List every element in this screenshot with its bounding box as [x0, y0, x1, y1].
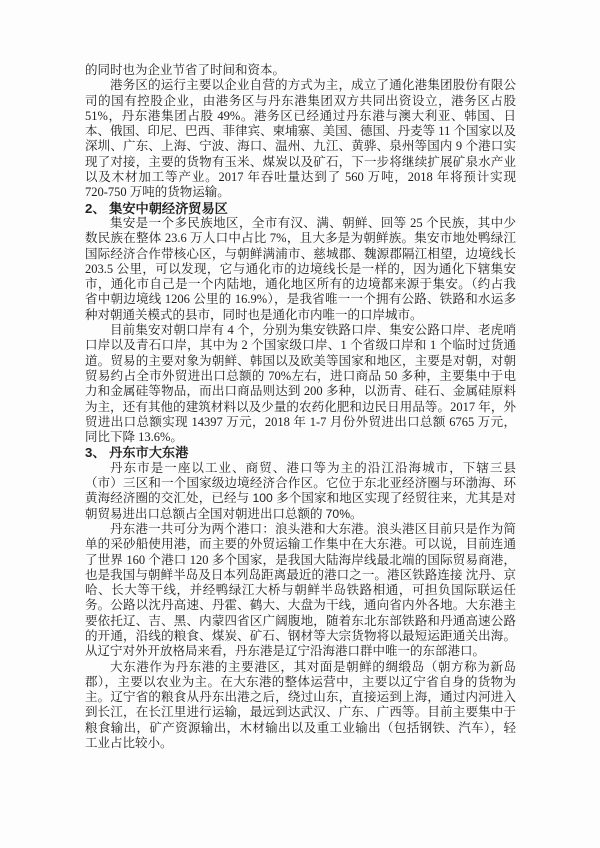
- paragraph: [85, 63, 516, 78]
- text-run: 目前集安对朝口岸有 4 个，分别为集安铁路口岸、集安公路口岸、老虎哨口岸以及青石口岸，其中为 2 个国家级口岸、1 个省级口岸和 1 个临时过货通道。贸易的主要对象为朝鲜、韩国以及欧美等国家和地区，主要是对朝，对朝贸易约占全市外贸进出口总额的 70%左右，进口商品 50 多种，主要集中于电力和金属硅等物品，而出口商品则达到 200 多种，以沥青、硅石、金属硅原料为主，还有其他的建筑材料以及少量的农药化肥和边民日用品等。2017 年，外贸进出口总额实现 14397 万元，2018 年 1-7 月份外贸进出口总额 6765 万元，同比下降 13.6%。: [85, 323, 516, 445]
- text-run: 的同时也为企业节省了时间和资本。: [85, 63, 286, 77]
- paragraph: [85, 461, 516, 522]
- text-run: 集安是一个多民族地区，全市有汉、满、朝鲜、回等 25 个民族，其中少数民族在整体 23.6 万人口中占比 7%，且大多是为朝鲜族。集安市地处鸭绿江国际经济合作带核心区，与朝鲜满浦市、慈城郡、魏源郡隔江相望，边境线长 203.5 公里，可以发现，它与通化市的边境线长是一样的，因为通化下辖集安市，通化市自己是一个内陆地，通化地区所有的边境都来源于集安。（约占我省中朝边境线 1206 公里的 16.9%），是我省唯一一个拥有公路、铁路和水运多种对朝通关模式的县市，同时也是通化市内唯一的口岸城市。: [85, 215, 516, 322]
- paragraph: [85, 660, 516, 752]
- paragraph: [85, 78, 516, 200]
- text-run: 丹东市是一座以工业、商贸、港口等为主的沿江沿海城市，下辖三县（市）三区和一个国家级边境经济合作区。它位于东北亚经济圈与环渤海、环黄海经济圈的交汇处，已经与: [85, 460, 516, 506]
- text-run: 多个国家和地区实现了经贸往来，尤其是对朝贸易进出口总额占全国对朝进出口总额的: [85, 491, 516, 521]
- text-run-sans: 70%: [325, 506, 351, 521]
- text-run: 2、 集安中朝经济贸易区: [85, 200, 228, 216]
- section-heading: [85, 445, 516, 460]
- text-run-sans: 100: [252, 491, 273, 506]
- text-run: 3、 丹东市大东港: [85, 445, 189, 461]
- paragraph: [85, 522, 516, 660]
- text-run: 大东港作为丹东港的主要港区，其对面是朝鲜的绸缎岛（朝方称为新岛郡），主要以农业为主。在大东港的整体运营中，主要以辽宁省自身的货物为主。辽宁省的粮食从丹东出港之后，绕过山东，直接运到上海，通过内河进入到长江，在长江里进行运输，最远到达武汉、广东、广西等。目前主要集中于粮食输出，矿产资源输出，木材输出以及重工业输出（包括钢铁、汽车），轻工业占比较小。: [85, 659, 516, 751]
- section-heading: [85, 201, 516, 216]
- paragraph: [85, 323, 516, 445]
- text-run: 丹东港一共可分为两个港口：浪头港和大东港。浪头港区目前只是作为简单的采砂船使用港，而主要的外贸运输工作集中在大东港。可以说，目前连通了世界 160 个港口 120 多个国家，是我国大陆海岸线最北端的国际贸易商港，也是我国与朝鲜半岛及日本列岛距离最近的港口之一。港区铁路连接 沈丹、京哈、长大等干线，并经鸭绿江大桥与朝鲜半岛铁路相通，可担负国际联运任务。公路以沈丹高速、丹霍、鹤大、大盘为干线，通向省内外各地。大东港主要依托辽、吉、黑、内蒙四省区广阔腹地，随着东北东部铁路和丹通高速公路的开通，沿线的粮食、煤炭、矿石、钢材等大宗货物将以最短运距通关出海。从辽宁对外开放格局来看，丹东港是辽宁沿海港口群中唯一的东部港口。: [85, 521, 516, 659]
- text-run: 港务区的运行主要以企业自营的方式为主，成立了通化港集团股份有限公司的国有控股企业，由港务区与丹东港集团双方共同出资设立，港务区占股 51%，丹东港集团占股 49%。港务区已经通过丹东港与澳大利亚、韩国、日本、俄国、印尼、巴西、菲律宾、柬埔寨、美国、德国、丹麦等 11 个国家以及深圳、广东、上海、宁波、海口、温州、九江、黄骅、泉州等国内 9 个港口实现了对接，主要的货物有玉米、煤炭以及矿石，下一步将继续扩展矿泉水产业以及木材加工等产业。2017 年吞吐量达到了 560 万吨，2018 年将预计实现 720-750 万吨的货物运输。: [85, 78, 516, 200]
- document-content: [85, 63, 516, 751]
- paragraph: [85, 216, 516, 323]
- text-run: 。: [350, 506, 363, 521]
